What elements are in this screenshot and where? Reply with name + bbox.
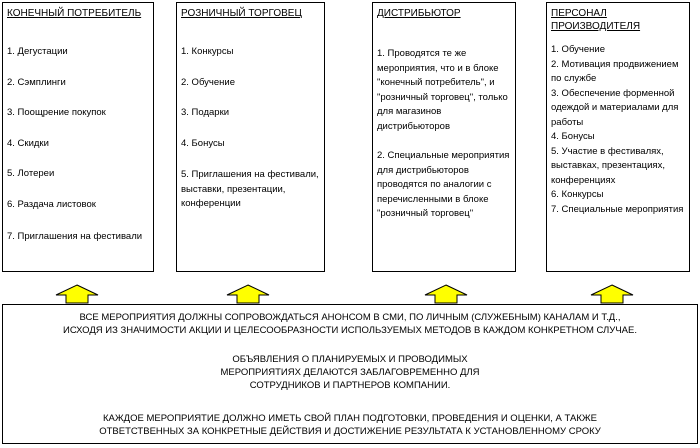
- retailer-item-3: 3. Подарки: [181, 107, 230, 118]
- staff-item-4: 4. Бонусы: [551, 131, 595, 142]
- arrow-up-icon-retailer: [226, 284, 270, 304]
- consumer-item-2: 2. Сэмплинги: [7, 76, 66, 88]
- block-staff: [546, 2, 690, 272]
- rules-paragraph-2: ОБЪЯВЛЕНИЯ О ПЛАНИРУЕМЫХ И ПРОВОДИМЫХ МЕРОПРИЯТИЯХ ДЕЛАЮТСЯ ЗАБЛАГОВРЕМЕННО ДЛЯ СОТРУДНИКОВ И ПАРТНЕРОВ КОМПАНИИ.: [220, 354, 480, 391]
- block-consumer-title: КОНЕЧНЫЙ ПОТРЕБИТЕЛЬ: [7, 8, 142, 19]
- staff-item-6: 6. Конкурсы: [551, 189, 604, 200]
- consumer-item-3: 3. Поощрение покупок: [7, 107, 106, 118]
- consumer-item-1: 1. Дегустации: [7, 46, 68, 57]
- retailer-item-1: 1. Конкурсы: [181, 46, 234, 57]
- block-distributor-title: ДИСТРИБЬЮТОР: [377, 8, 461, 19]
- block-retailer: [176, 2, 325, 272]
- staff-item-2: 2. Мотивация продвижением по службе: [551, 58, 679, 84]
- block-consumer: [2, 2, 154, 272]
- consumer-item-5: 5. Лотереи: [7, 168, 55, 179]
- arrow-up-icon-consumer: [55, 284, 99, 304]
- block-distributor: [372, 2, 516, 272]
- arrow-up-icon-staff: [590, 284, 634, 304]
- retailer-item-5: 5. Приглашения на фестивали, выставки, презентации, конференции: [181, 169, 319, 209]
- staff-item-5: 5. Участие в фестивалях, выставках, презентациях, конференциях: [551, 145, 665, 186]
- block-general-rules: [2, 304, 698, 444]
- rules-paragraph-1: ВСЕ МЕРОПРИЯТИЯ ДОЛЖНЫ СОПРОВОЖДАТЬСЯ АНОНСОМ В СМИ, ПО ЛИЧНЫМ (СЛУЖЕБНЫМ) КАНАЛАМ И Т.Д., ИСХОДЯ ИЗ ЗНАЧИМОСТИ АКЦИИ И ЦЕЛЕСООБРАЗНОСТИ ИСПОЛЬЗУЕМЫХ МЕТОДОВ В КАЖДОМ КОНКРЕТНОМ СЛУЧАЕ.: [63, 312, 637, 336]
- consumer-item-4: 4. Скидки: [7, 137, 49, 149]
- arrow-up-icon-distributor: [424, 284, 468, 304]
- staff-item-1: 1. Обучение: [551, 44, 606, 55]
- distributor-item-2: 2. Специальные мероприятия для дистрибьюторов проводятся по аналогии с перечисленными в блоке "розничный торговец": [377, 150, 510, 219]
- consumer-item-6: 6. Раздача листовок: [7, 198, 96, 210]
- block-retailer-title: РОЗНИЧНЫЙ ТОРГОВЕЦ: [181, 8, 302, 19]
- consumer-item-7: 7. Приглашения на фестивали: [7, 231, 143, 242]
- rules-paragraph-3: КАЖДОЕ МЕРОПРИЯТИЕ ДОЛЖНО ИМЕТЬ СВОЙ ПЛАН ПОДГОТОВКИ, ПРОВЕДЕНИЯ И ОЦЕНКИ, А ТАКЖЕ ОТВЕТСТВЕННЫХ ЗА КОНКРЕТНЫЕ ДЕЙСТВИЯ И ДОСТИЖЕНИЕ РЕЗУЛЬТАТА К УСТАНОВЛЕННОМУ СРОКУ: [99, 413, 601, 437]
- retailer-item-2: 2. Обучение: [181, 76, 236, 88]
- staff-item-3: 3. Обеспечение форменной одеждой и материалами для работы: [551, 87, 679, 128]
- retailer-item-4: 4. Бонусы: [181, 137, 225, 149]
- staff-item-7: 7. Специальные мероприятия: [551, 203, 684, 215]
- block-staff-title: ПЕРСОНАЛ ПРОИЗВОДИТЕЛЯ: [551, 8, 641, 32]
- distributor-item-1: 1. Проводятся те же мероприятия, что и в блоке "конечный потребитель", и "розничный торговец", только для магазинов дистрибьюторов: [377, 48, 508, 132]
